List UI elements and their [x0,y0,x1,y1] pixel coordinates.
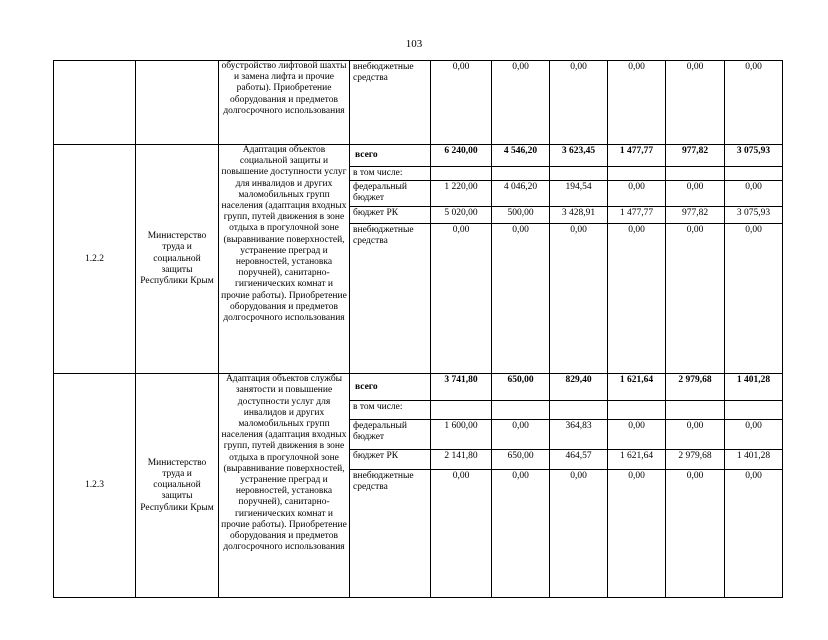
value-cell: 0,00 [725,470,783,598]
executor-cell [136,61,219,145]
value-cell: 0,00 [550,470,608,598]
description-cell: Адаптация объектов социальной защиты и повышение доступности услуг для инвалидов и других маломобильных групп населения (адаптация входных групп, путей движения в зоне отдыха в прогулочной зоне (выравнивание поверхностей, устранение преград и неровностей, установка поручней), санитарно-гигиенических комнат и прочие работы). Приобретение оборудования и предметов долгосрочного использования [219,145,350,374]
value-cell: 977,82 [666,145,725,167]
category-cell: бюджет РК [350,450,431,470]
value-cell: 0,00 [608,181,666,207]
value-cell: 1 401,28 [725,450,783,470]
value-cell: 0,00 [431,470,492,598]
value-cell [431,167,492,181]
value-cell: 1 621,64 [608,450,666,470]
value-cell: 1 600,00 [431,420,492,450]
value-cell: 0,00 [550,61,608,145]
value-cell: 650,00 [492,374,550,401]
value-cell: 0,00 [550,224,608,374]
value-cell: 3 075,93 [725,207,783,224]
value-cell: 500,00 [492,207,550,224]
table-row [54,374,783,401]
item-number: 1.2.2 [54,145,136,374]
value-cell [666,401,725,420]
value-cell: 194,54 [550,181,608,207]
value-cell: 6 240,00 [431,145,492,167]
category-cell: федеральный бюджет [350,420,431,450]
value-cell: 3 075,93 [725,145,783,167]
executor-cell: Министерство труда и социальной защиты Республики Крым [136,374,219,598]
value-cell: 0,00 [492,61,550,145]
value-cell [666,167,725,181]
value-cell: 829,40 [550,374,608,401]
value-cell: 0,00 [725,224,783,374]
executor-cell: Министерство труда и социальной защиты Республики Крым [136,145,219,374]
value-cell: 2 141,80 [431,450,492,470]
value-cell: 0,00 [492,420,550,450]
category-cell: в том числе: [350,401,431,420]
value-cell: 1 621,64 [608,374,666,401]
value-cell: 977,82 [666,207,725,224]
value-cell: 3 428,91 [550,207,608,224]
category-cell: всего [350,374,431,401]
category-cell: бюджет РК [350,207,431,224]
value-cell: 0,00 [492,470,550,598]
category-cell: федеральный бюджет [350,181,431,207]
value-cell: 0,00 [608,61,666,145]
number-cell [54,61,136,145]
value-cell: 1 401,28 [725,374,783,401]
value-cell: 0,00 [666,224,725,374]
value-cell: 1 220,00 [431,181,492,207]
value-cell: 650,00 [492,450,550,470]
value-cell: 3 741,80 [431,374,492,401]
value-cell [550,167,608,181]
table-row [54,61,783,145]
value-cell: 0,00 [725,181,783,207]
value-cell: 0,00 [431,61,492,145]
value-cell [550,401,608,420]
category-cell: внебюджетные средства [350,224,431,374]
value-cell: 0,00 [725,420,783,450]
program-table [53,60,783,598]
value-cell: 1 477,77 [608,207,666,224]
category-cell: внебюджетные средства [350,470,431,598]
value-cell: 3 623,45 [550,145,608,167]
value-cell [492,167,550,181]
value-cell: 0,00 [608,420,666,450]
value-cell: 0,00 [608,470,666,598]
description-cell: обустройство лифтовой шахты и замена лифта и прочие работы). Приобретение оборудования и предметов долгосрочного использования [219,61,350,145]
value-cell: 364,83 [550,420,608,450]
value-cell [725,401,783,420]
table-row [54,145,783,167]
value-cell: 0,00 [666,61,725,145]
description-cell: Адаптация объектов службы занятости и повышение доступности услуг для инвалидов и других маломобильных групп населения (адаптация входных групп, путей движения в зоне отдыха в прогулочной зоне (выравнивание поверхностей, устранение преград и неровностей, установка поручней), санитарно-гигиенических комнат и прочие работы). Приобретение оборудования и предметов долгосрочного использования [219,374,350,598]
value-cell: 0,00 [666,420,725,450]
item-number: 1.2.3 [54,374,136,598]
value-cell: 464,57 [550,450,608,470]
value-cell: 4 546,20 [492,145,550,167]
value-cell [608,167,666,181]
value-cell: 0,00 [431,224,492,374]
category-cell: всего [350,145,431,167]
value-cell: 2 979,68 [666,374,725,401]
value-cell: 0,00 [725,61,783,145]
value-cell: 5 020,00 [431,207,492,224]
category-cell: в том числе: [350,167,431,181]
value-cell: 2 979,68 [666,450,725,470]
value-cell: 0,00 [666,181,725,207]
value-cell [608,401,666,420]
value-cell: 0,00 [666,470,725,598]
value-cell [725,167,783,181]
page-number: 103 [405,38,423,50]
value-cell: 0,00 [492,224,550,374]
value-cell: 0,00 [608,224,666,374]
category-cell: внебюджетные средства [350,61,431,145]
value-cell [431,401,492,420]
value-cell [492,401,550,420]
value-cell: 4 046,20 [492,181,550,207]
value-cell: 1 477,77 [608,145,666,167]
